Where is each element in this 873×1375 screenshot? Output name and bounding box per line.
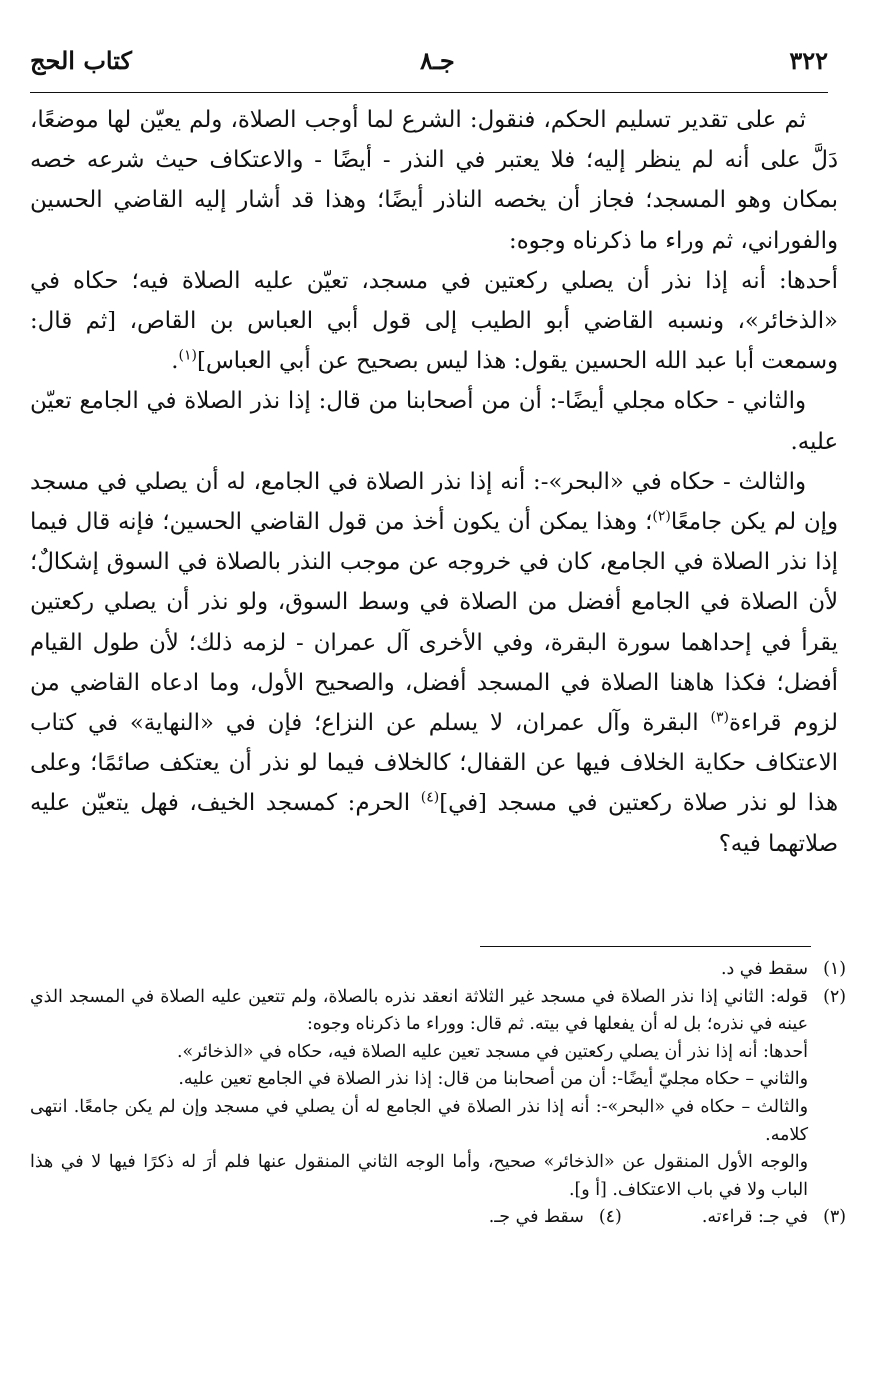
footnote-2-line: قوله: الثاني إذا نذر الصلاة في مسجد غير الثلاثة انعقد نذره بالصلاة، ولم تتعين عليه الصلاة في المسجد الذي عينه في نذره؛ بل له أن يفعلها في بيته. ثم قال: ووراء ما ذكرناه وجوه: bbox=[30, 986, 808, 1035]
footnotes bbox=[30, 956, 846, 1232]
footnote-1-text: سقط في د. bbox=[720, 959, 808, 979]
footnotes-3-4 bbox=[30, 1204, 846, 1232]
volume-label: جـ٨ bbox=[420, 46, 455, 75]
paragraph-4 bbox=[30, 462, 838, 864]
footnote-3 bbox=[702, 1204, 846, 1232]
footnote-2-number: (٢) bbox=[823, 986, 846, 1007]
footnote-1-number: (١) bbox=[823, 959, 846, 979]
footnote-4 bbox=[489, 1204, 622, 1232]
footnote-3-text: في جـ: قراءته. bbox=[701, 1207, 808, 1228]
paragraph-1: ثم على تقدير تسليم الحكم، فنقول: الشرع لما أوجب الصلاة، ولم يعيّن لها موضعًا، دَلَّ على أنه لم ينظر إليه؛ فلا يعتبر في النذر - أيضًا - والاعتكاف حيث شرعه خصه بمكان وهو المسجد؛ فجاز أن يخصه الناذر أيضًا؛ وهذا قد أشار إليه القاضي الحسين والفوراني، ثم وراء ما ذكرناه وجوه: bbox=[30, 107, 838, 254]
main-text bbox=[30, 100, 838, 864]
paragraph-4-part-a: والثالث - حكاه في «البحر»-: أنه إذا نذر الصلاة في الجامع، له أن يصلي في مسجد وإن لم يكن جامعًا bbox=[30, 468, 838, 536]
footnote-ref-3: (٣) bbox=[710, 709, 729, 726]
paragraph-2-text: أحدها: أنه إذا نذر أن يصلي ركعتين في مسجد، تعيّن عليه الصلاة فيه؛ حكاه في «الذخائر»، ونسبه القاضي أبو الطيب إلى قول أبي العباس بن القاص، [ثم قال: وسمعت أبا عبد الله الحسين يقول: هذا ليس بصحيح عن أبي العباس] bbox=[30, 267, 838, 375]
paragraph-4-part-b: ؛ وهذا يمكن أن يكون أخذ من قول القاضي الحسين؛ فإنه قال فيما إذا نذر الصلاة في الجامع، كان في خروجه عن موجب النذر بالصلاة في السوق إشكالٌ؛ لأن الصلاة في الجامع أفضل من الصلاة في وسط السوق، ولو نذر أن يصلي ركعتين يقرأ في إحداهما سورة البقرة، وفي الأخرى آل عمران - لزمه ذلك؛ لأن طول القيام أفضل؛ فكذا هاهنا الصلاة في المسجد أفضل، والصحيح الأول، وما ادعاه القاضي من لزوم قراءة bbox=[30, 509, 838, 737]
paragraph-4-part-d: الحرم: كمسجد الخيف، فهل يتعيّن عليه صلاتهما فيه؟ bbox=[30, 790, 838, 857]
footnote-4-text: سقط في جـ. bbox=[488, 1207, 584, 1228]
footnote-divider bbox=[480, 946, 811, 947]
paragraph-3: والثاني - حكاه مجلي أيضًا-: أن من أصحابنا من قال: إذا نذر الصلاة في الجامع تعيّن عليه. bbox=[30, 388, 838, 455]
footnote-2-line: أحدها: أنه إذا نذر أن يصلي ركعتين في مسجد تعين عليه الصلاة فيه، حكاه في «الذخائر». bbox=[176, 1041, 808, 1062]
footnote-1 bbox=[30, 956, 846, 984]
paragraph-2 bbox=[30, 261, 838, 382]
paragraph-4-part-c: البقرة وآل عمران، لا يسلم عن النزاع؛ فإن في «النهاية» في كتاب الاعتكاف حكاية الخلاف فيها عن القفال؛ كالخلاف فيما لو نذر أن يعتكف صائمًا؛ وعلى هذا لو نذر صلاة ركعتين في مسجد [في] bbox=[30, 710, 839, 817]
footnote-ref-2: (٢) bbox=[652, 508, 671, 525]
footnote-4-number: (٤) bbox=[598, 1207, 622, 1228]
paragraph-2-end: . bbox=[171, 348, 179, 375]
footnote-ref-4: (٤) bbox=[420, 789, 440, 806]
book-title: كتاب الحج bbox=[30, 46, 132, 75]
footnote-3-number: (٣) bbox=[823, 1207, 846, 1228]
footnote-ref-1: (١) bbox=[178, 347, 197, 364]
page-number: ٣٢٢ bbox=[789, 46, 828, 75]
footnote-2-text bbox=[30, 984, 808, 1205]
page-header bbox=[30, 42, 828, 93]
footnote-2 bbox=[30, 984, 846, 1205]
footnote-2-line: والثالث – حكاه في «البحر»-: أنه إذا نذر الصلاة في الجامع له أن يصلي في مسجد وإن لم يكن جامعًا. انتهى كلامه. bbox=[30, 1096, 808, 1145]
footnote-2-line: والثاني – حكاه مجليّ أيضًا-: أن من أصحابنا من قال: إذا نذر الصلاة في الجامع تعين عليه. bbox=[178, 1069, 808, 1090]
footnote-2-line: والوجه الأول المنقول عن «الذخائر» صحيح، وأما الوجه الثاني المنقول عنها فلم أرَ له ذكرًا فيها لا في هذا الباب ولا في باب الاعتكاف. [أ و]. bbox=[30, 1152, 808, 1200]
